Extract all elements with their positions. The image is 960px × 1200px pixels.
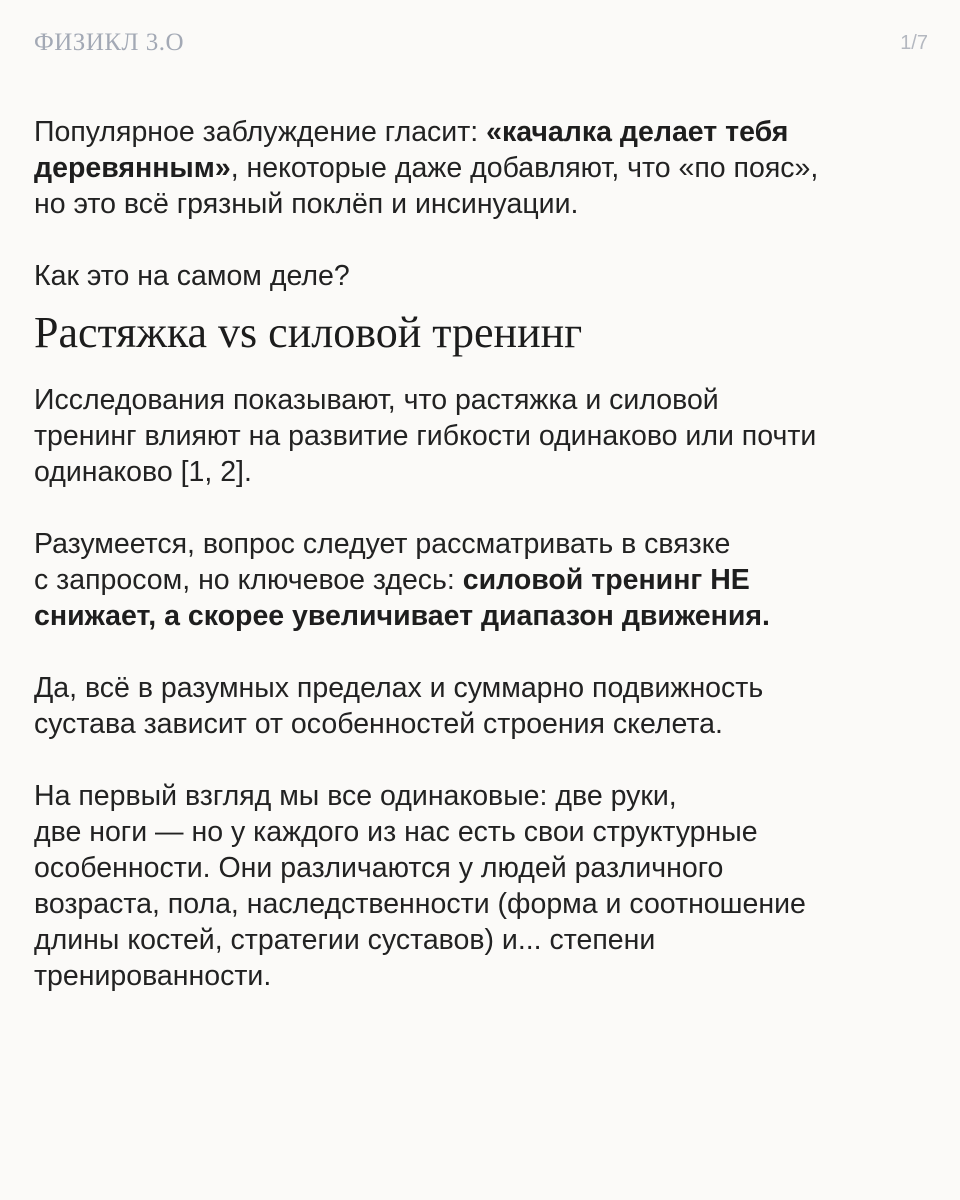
key-point-lead: Разумеется, вопрос следует рассматривать в связке с запросом, но ключевое здесь: (34, 528, 731, 596)
limits-paragraph: Да, всё в разумных пределах и суммарно подвижность сустава зависит от особенностей строения скелета. (34, 672, 764, 740)
key-point-paragraph (34, 526, 934, 634)
question-paragraph: Как это на самом деле? (34, 260, 350, 292)
spacer (34, 634, 934, 670)
intro-tail: , некоторые даже добавляют, что «по пояс», но это всё грязный поклёп и инсинуации. (34, 152, 819, 220)
top-bar (34, 26, 928, 60)
brand-logo: ФИЗИКЛ 3.О (34, 29, 185, 56)
spacer (34, 742, 934, 778)
section-heading: Растяжка vs силовой тренинг (34, 308, 583, 357)
anatomy-paragraph: На первый взгляд мы все одинаковые: две руки, две ноги — но у каждого из нас есть свои структурные особенности. Они различаются у людей различного возраста, пола, наследственности (форма и соотношение длины костей, стратегии суставов) и... степени тренированности. (34, 780, 806, 992)
research-paragraph: Исследования показывают, что растяжка и силовой тренинг влияют на развитие гибкости одинаково или почти одинаково [1, 2]. (34, 384, 817, 488)
intro-lead: Популярное заблуждение гласит: (34, 116, 487, 148)
spacer (34, 490, 934, 526)
key-point-bold: силовой тренинг НЕ снижает, а скорее увеличивает диапазон движения. (34, 564, 770, 632)
intro-paragraph (34, 114, 934, 222)
page-counter: 1/7 (900, 31, 928, 54)
intro-bold-quote: «качалка делает тебя деревянным» (34, 116, 789, 184)
article-body (34, 114, 934, 994)
spacer (34, 222, 934, 258)
